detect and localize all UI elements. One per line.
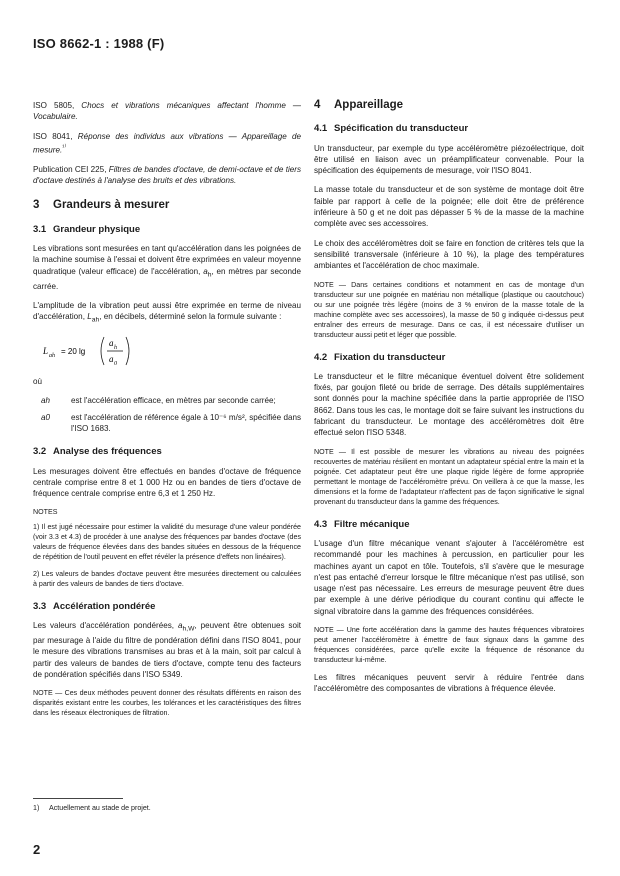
- note-2: 2) Les valeurs de bandes d'octave peuvent être mesurées directement ou calculées à partir des valeurs de bandes de tiers d'octave.: [33, 569, 301, 588]
- section-4-1-heading: 4.1 Spécification du transducteur: [314, 123, 469, 135]
- section-3-1-paragraph-2: L'amplitude de la vibration peut aussi être exprimée en terme de niveau d'accélération, $L_{ah}$, en décibels, déterminé selon la formule suivante :: [33, 300, 301, 324]
- section-4-1-note: NOTE — Dans certaines conditions et notamment en cas de montage d'un transducteur sur une poignée en matériau non métallique (plastique ou caoutchouc) ou sur une poignée très légère (moins de 3 % environ de la masse totale de la machine complète avec ses accessoires), la masse de 50 g indiquée ci-dessus peut entraîner des erreurs de mesurage. Dans ce cas, il est nécessaire d'utiliser un transducteur aussi petit et léger que possible.: [314, 280, 584, 339]
- symbol-definitions: [33, 395, 301, 434]
- left-column: [33, 100, 301, 725]
- section-4-1-paragraph-1: Un transducteur, par exemple du type accéléromètre piézoélectrique, doit être utilisé en liaison avec un préamplificateur convenable. Pour la spécification des équipements de mesurage, voir l'ISO 8041.: [314, 143, 584, 176]
- section-4-2-paragraph: Le transducteur et le filtre mécanique éventuel doivent être solidement fixés, par goujon fileté ou bride de serrage. Des détails supplémentaires sont donnés pour la machine spécifiée dans la partie appropriée de l'ISO 8662. Dans tous les cas, le montage doit se faire suivant les instructions du fabricant du transducteur. Le montage des accéléromètres doit être effectué selon l'ISO 5348.: [314, 371, 584, 438]
- section-4-1-paragraph-3: Le choix des accéléromètres doit se faire en fonction de critères tels que la sensibilité transversale (inférieure à 10 %), la plage des températures ambiantes et l'accélération de choc maximale.: [314, 238, 584, 271]
- section-3-2-heading: 3.2 Analyse des fréquences: [33, 446, 162, 458]
- page-number: 2: [33, 842, 41, 857]
- acceleration-level-formula: [41, 334, 301, 368]
- section-3-3-note: NOTE — Ces deux méthodes peuvent donner des résultats différents en raison des disparités existant entre les courbes, les tolérances et les caractéristiques des filtres dans les réseaux électroniques de filtration.: [33, 689, 301, 718]
- section-3-2-paragraph: Les mesurages doivent être effectués en bandes d'octave de fréquence centrale comprise entre 8 et 1 000 Hz ou en bandes de tiers d'octave de fréquence centrale comprise entre 6,3 et 1 250 Hz.: [33, 466, 301, 499]
- formula-lhs: L: [43, 346, 49, 357]
- footnote: 1) Actuellement au stade de projet.: [33, 804, 151, 812]
- where-label: où: [33, 377, 43, 387]
- section-4-2-note: NOTE — Il est possible de mesurer les vibrations au niveau des poignées recouvertes de matériau résilient en montant un adaptateur spécial entre la main et la poignée. Cet adaptateur peut être une plaque rigide légère de forme appropriée permettant le montage de l'accéléromètre prévu. On veillera à ce que la masse, les dimensions et la forme de l'adaptateur n'affectent pas de façon significative le signal provenant du transducteur dans la gamme des fréquences.: [314, 447, 584, 506]
- document-header: ISO 8662-1 : 1988 (F): [33, 36, 165, 51]
- section-4-3-paragraph-1: L'usage d'un filtre mécanique venant s'ajouter à l'accéléromètre est recommandé pour les machines à percussion, en particulier pour les machines ayant un capot en tôle. Toutefois, s'il s'avère que le mesurage n'est pas entaché d'erreur lorsque le filtre mécanique n'est pas utilisé, son usage n'est pas nécessaire. Les erreurs de mesurage peuvent être dues par exemple à une dérive périodique du courant continu qui affecte le signal vibratoire dans la gamme des fréquences considérées.: [314, 538, 584, 616]
- section-4-3-note: NOTE — Une forte accélération dans la gamme des hautes fréquences vibratoires peut amener l'accéléromètre à émettre de faux signaux dans la gamme des fréquences considérées, parce qu'elle excite la fréquence de résonance du transducteur lui-même.: [314, 626, 584, 665]
- section-4-heading: 4 Appareillage: [314, 99, 404, 111]
- section-3-1-paragraph-1: Les vibrations sont mesurées en tant qu'accélération dans les poignées de la machine soumise à l'essai et doivent être exprimées en valeur moyenne quadratique (valeur efficace) de l'accélération, $a_h$, en mètres par seconde carrée.: [33, 244, 301, 291]
- reference-cei-225: Publication CEI 225, Filtres de bandes d'octave, de demi-octave et de tiers d'octave destinés à l'analyse des bruits et des vibrations.: [33, 164, 301, 186]
- definition-row: a0 est l'accélération de référence égale à 10⁻⁶ m/s², spécifiée dans l'ISO 1683.: [41, 412, 301, 433]
- formula-numerator-sub: h: [114, 345, 117, 352]
- section-3-1-heading: 3.1 Grandeur physique: [33, 223, 141, 235]
- formula-right-paren: [126, 337, 129, 365]
- notes-title: NOTES: [33, 508, 58, 517]
- footnote-divider: [33, 798, 123, 799]
- formula-lhs-sub: ah: [49, 353, 55, 360]
- section-3-3-paragraph: Les valeurs d'accélération pondérées, $a_{h,W}$, peuvent être obtenues soit par mesurage à l'aide du filtre de pondération défini dans l'ISO 8041, pour le mesure des vibrations transmises au bras et à la main, soit par calcul à partir des valeurs de bandes de tiers d'octave, compte tenu des facteurs de pondération spécifiés dans l'ISO 5349.: [33, 621, 301, 679]
- section-4-3-heading: 4.3 Filtre mécanique: [314, 518, 410, 530]
- formula-denominator: a: [109, 354, 114, 365]
- reference-iso-5805: ISO 5805, Chocs et vibrations mécaniques affectant l'homme — Vocabulaire.: [33, 101, 301, 122]
- section-3-heading: 3 Grandeurs à mesurer: [33, 199, 170, 212]
- section-4-1-paragraph-2: La masse totale du transducteur et de son système de montage doit être faible par rapport à celle de la poignée; elle doit être de préférence inférieure à 50 g et ne doit pas dépasser 5 % de la masse de la machine complète avec ses accessoires.: [314, 185, 584, 229]
- formula-numerator: a: [109, 338, 114, 349]
- note-1: 1) Il est jugé nécessaire pour estimer la validité du mesurage d'une valeur pondérée (voir 3.3 et 4.3) de procéder à une analyse des fréquences par bandes d'octave (des valeurs de fréquence élevées dans des bandes situées en dessous de la fréquence de répétition de l'outil peuvent en effet révéler la présence d'effets non linéaires).: [33, 522, 301, 561]
- right-column: [314, 100, 584, 703]
- formula-equals: = 20 lg: [61, 347, 86, 357]
- formula-denominator-sub: 0: [114, 361, 117, 368]
- section-3-3-heading: 3.3 Accélération pondérée: [33, 600, 156, 612]
- definition-row: ah est l'accélération efficace, en mètres par seconde carrée;: [41, 396, 276, 406]
- formula-left-paren: [101, 337, 104, 365]
- reference-iso-8041: ISO 8041, Réponse des individus aux vibrations — Appareillage de mesure.$^{^{1)}}$: [33, 131, 301, 155]
- section-4-3-paragraph-2: Les filtres mécaniques peuvent servir à réduire l'entrée dans l'accéléromètre des composantes de vibrations à fréquence élevée.: [314, 673, 584, 694]
- section-4-2-heading: 4.2 Fixation du transducteur: [314, 351, 446, 363]
